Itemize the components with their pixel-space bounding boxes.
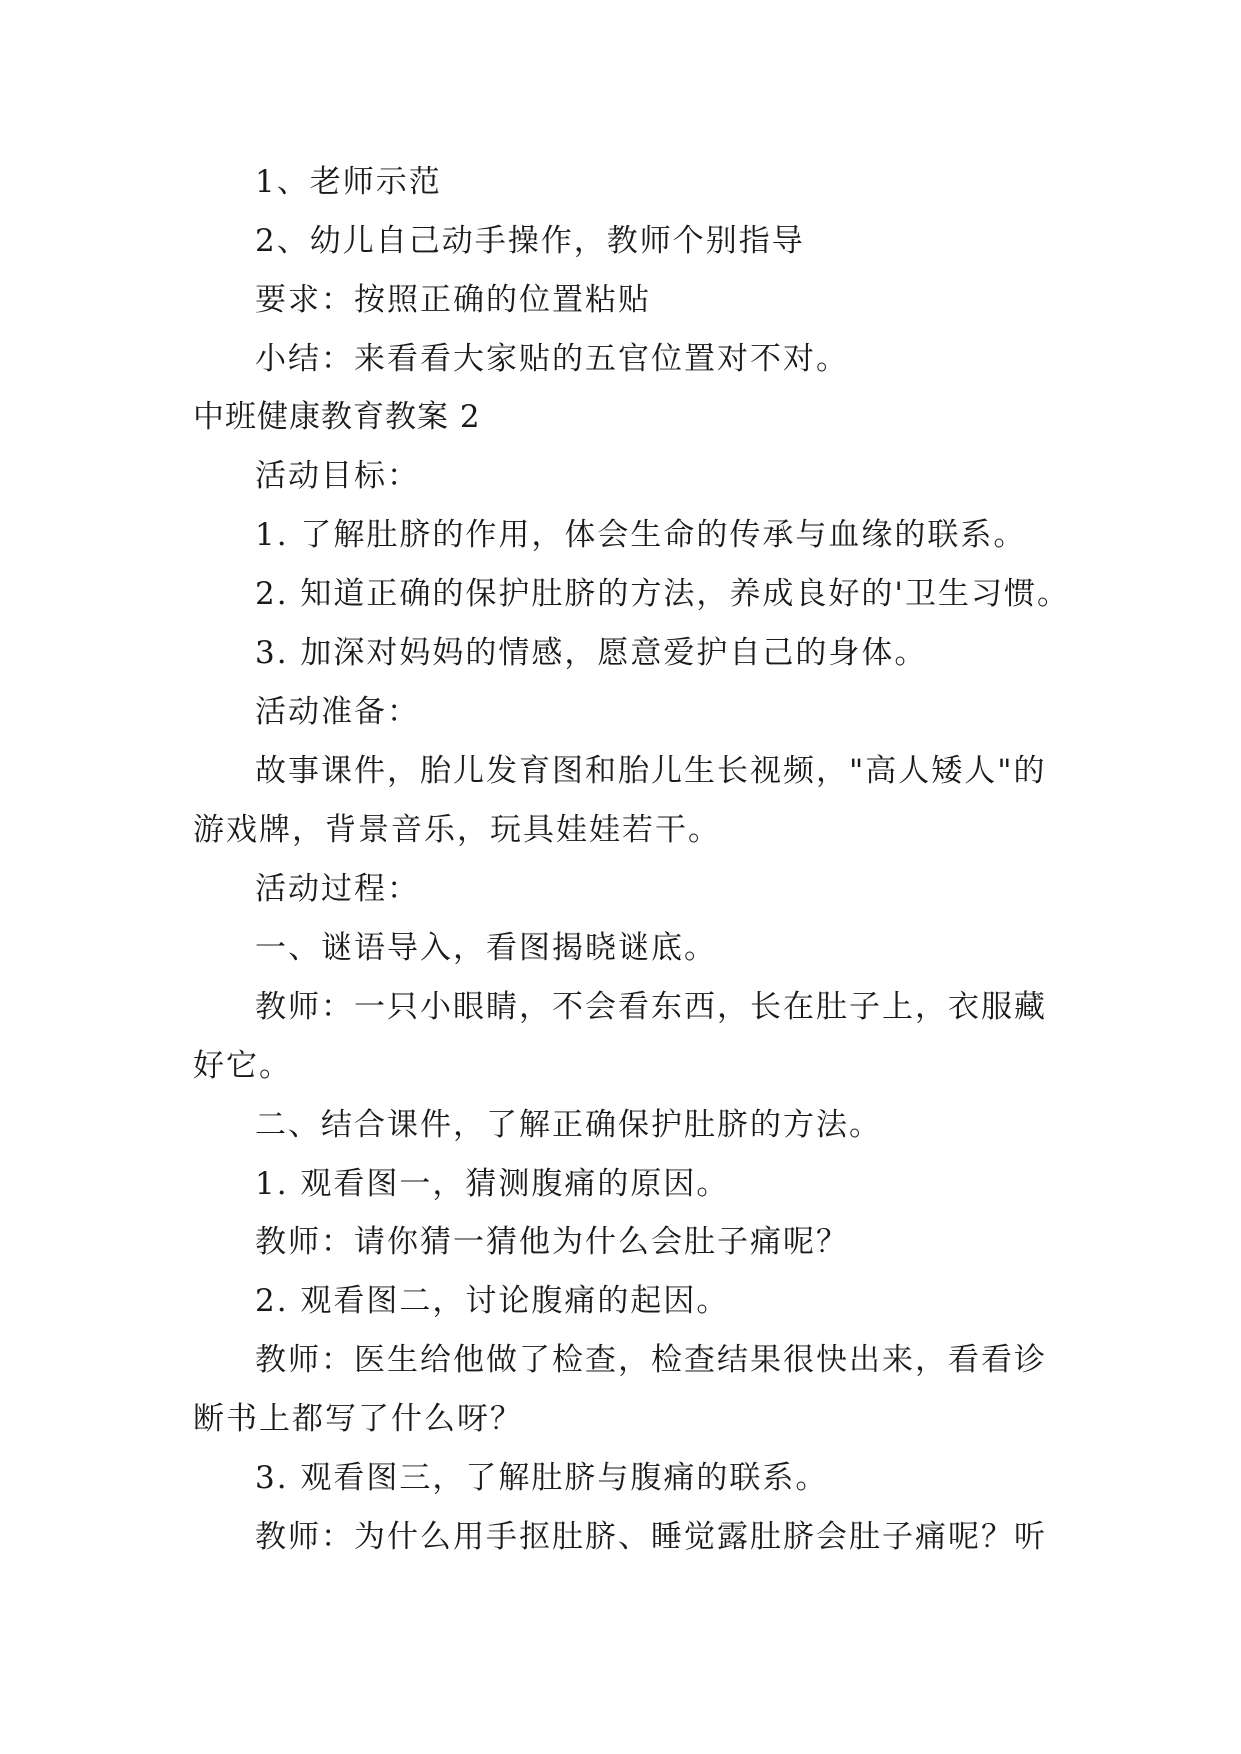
- text-line: 3. 观看图三，了解肚脐与腹痛的联系。: [255, 1460, 829, 1496]
- text-line: 教师：一只小眼睛，不会看东西，长在肚子上，衣服藏: [255, 989, 1047, 1025]
- text-line: 二、结合课件，了解正确保护肚脐的方法。: [255, 1107, 882, 1143]
- text-line: 教师：医生给他做了检查，检查结果很快出来，看看诊: [255, 1342, 1047, 1378]
- text-line: 1. 观看图一，猜测腹痛的原因。: [255, 1166, 730, 1202]
- text-line: 1. 了解肚脐的作用，体会生命的传承与血缘的联系。: [255, 517, 1027, 553]
- text-line: 一、谜语导入，看图揭晓谜底。: [255, 930, 717, 966]
- text-line: 故事课件，胎儿发育图和胎儿生长视频，"高人矮人"的: [255, 753, 1047, 789]
- section-heading: 中班健康教育教案 2: [193, 399, 481, 435]
- text-line: 1、老师示范: [255, 164, 442, 200]
- text-line: 好它。: [193, 1048, 292, 1084]
- text-line: 断书上都写了什么呀？: [193, 1401, 523, 1437]
- text-line: 活动目标：: [255, 458, 420, 494]
- text-line: 教师：为什么用手抠肚脐、睡觉露肚脐会肚子痛呢？听: [255, 1519, 1047, 1555]
- text-line: 教师：请你猜一猜他为什么会肚子痛呢？: [255, 1224, 849, 1260]
- text-line: 游戏牌，背景音乐，玩具娃娃若干。: [193, 812, 721, 848]
- text-line: 活动准备：: [255, 694, 420, 730]
- text-line: 要求：按照正确的位置粘贴: [255, 282, 651, 318]
- text-line: 小结：来看看大家贴的五官位置对不对。: [255, 341, 849, 377]
- text-line: 3. 加深对妈妈的情感，愿意爱护自己的身体。: [255, 635, 928, 671]
- text-line: 2. 观看图二，讨论腹痛的起因。: [255, 1283, 730, 1319]
- text-line: 2. 知道正确的保护肚脐的方法，养成良好的'卫生习惯。: [255, 576, 1070, 612]
- text-line: 活动过程：: [255, 871, 420, 907]
- text-line: 2、幼儿自己动手操作，教师个别指导: [255, 223, 805, 259]
